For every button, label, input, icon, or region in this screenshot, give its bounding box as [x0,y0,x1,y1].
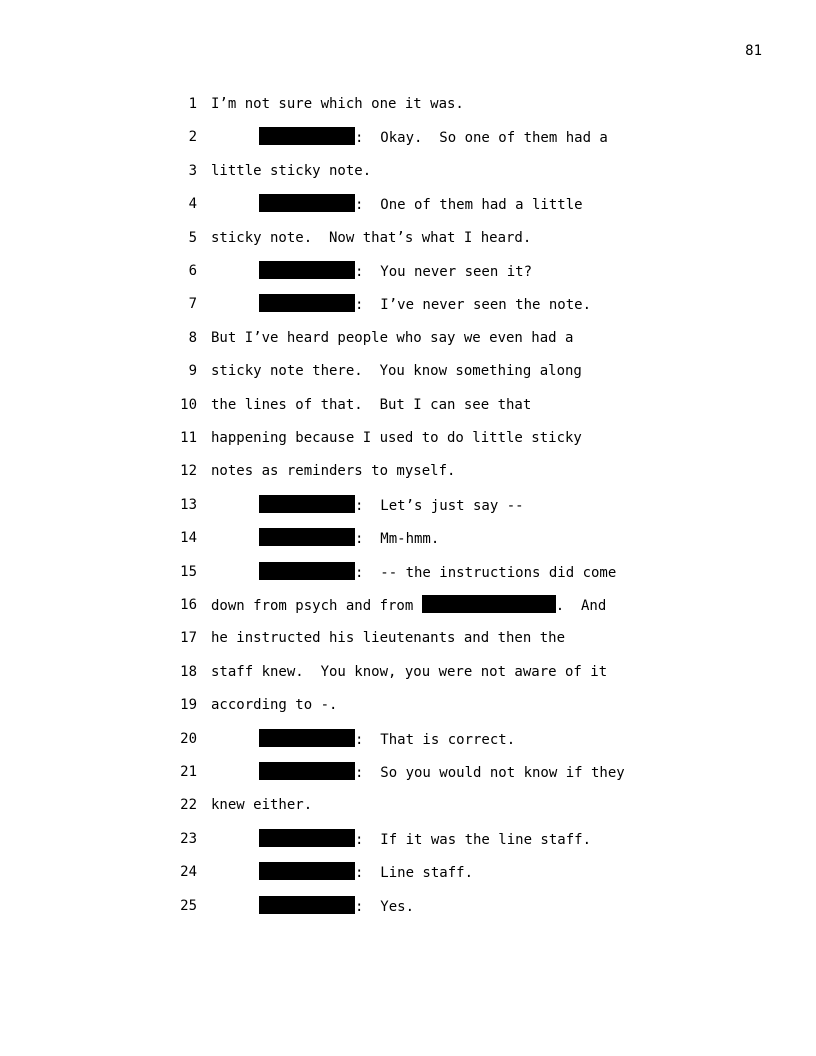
line-number: 11 [180,430,197,446]
line-text-block [211,395,531,415]
speaker-line [259,294,591,315]
line-text: : Let’s just say -- [355,497,524,514]
line-text-block [211,595,606,616]
redacted-speaker-name [259,127,355,145]
speaker-line [259,862,473,883]
redacted-speaker-name [259,896,355,914]
line-text: happening because I used to do little sticky [211,430,582,446]
speaker-line [259,495,524,516]
line-number: 24 [180,864,197,881]
line-text: I’m not sure which one it was. [211,96,464,112]
line-text-block [211,361,582,381]
redacted-speaker-name [259,261,355,279]
line-number: 23 [180,830,197,847]
line-number: 3 [188,162,197,179]
speaker-line [259,127,608,148]
line-text: : So you would not know if they [355,765,625,781]
line-text: sticky note there. You know something along [211,363,582,380]
line-number: 2 [188,129,197,146]
line-text-block [211,328,573,348]
line-text-block [211,161,371,181]
line-text: little sticky note. [211,162,372,179]
line-number: 5 [188,229,197,246]
line-text: : Okay. So one of them had a [355,130,608,147]
line-text: he instructed his lieutenants and then the [211,630,566,647]
speaker-line [259,896,414,917]
speaker-line [259,762,625,783]
line-number: 21 [180,764,197,780]
line-number: 13 [180,496,197,513]
redacted-speaker-name [259,762,355,780]
speaker-line [259,528,439,549]
page-number: 81 [745,43,762,59]
line-text: notes as reminders to myself. [211,463,456,480]
line-number: 25 [180,897,197,914]
speaker-line [259,261,532,282]
redacted-speaker-name [259,528,355,546]
line-text: sticky note. Now that’s what I heard. [211,229,532,246]
line-number: 14 [180,530,197,547]
line-number: 15 [180,563,197,580]
line-number: 18 [180,663,197,680]
line-text: : You never seen it? [355,264,533,280]
line-text: But I’ve heard people who say we even had a [211,329,574,346]
line-text: : One of them had a little [355,197,583,214]
line-number: 22 [180,797,197,814]
line-text: : -- the instructions did come [355,564,617,581]
line-text-after-redaction: . And [555,598,607,614]
line-text-block [211,795,312,815]
line-number: 20 [180,730,197,747]
line-number: 19 [180,697,197,714]
speaker-line [259,194,583,215]
speaker-line [259,562,616,583]
redacted-speaker-name [259,862,355,880]
line-text-block [211,695,337,715]
line-text: : Line staff. [355,865,474,882]
line-number: 9 [188,363,197,380]
line-text-block [211,228,531,248]
line-number: 12 [180,463,197,480]
line-text: down from psych and from [211,598,422,614]
speaker-line [259,729,515,750]
speaker-line [259,829,591,850]
line-number: 16 [180,597,197,613]
line-text: the lines of that. But I can see that [211,396,532,413]
line-number: 10 [180,396,197,413]
line-text: : If it was the line staff. [355,831,592,848]
line-text: : Mm-hmm. [355,531,440,548]
redacted-speaker-name [259,729,355,747]
redacted-speaker-name [259,194,355,212]
line-number: 7 [188,296,197,313]
line-text-block [211,461,455,481]
line-text: according to -. [211,697,338,714]
line-number: 1 [188,96,197,112]
line-number: 4 [188,196,197,213]
redacted-name [422,595,556,613]
line-text: knew either. [211,797,313,814]
redacted-speaker-name [259,294,355,312]
line-text-block [211,428,582,448]
redacted-speaker-name [259,829,355,847]
line-number: 6 [188,263,197,279]
redacted-speaker-name [259,495,355,513]
line-number: 8 [188,329,197,346]
line-text: staff knew. You know, you were not aware of it [211,663,608,680]
line-number: 17 [180,630,197,647]
redacted-speaker-name [259,562,355,580]
line-text-block [211,662,607,682]
line-text-block [211,94,464,114]
line-text: : Yes. [355,898,415,915]
line-text: : That is correct. [355,731,516,748]
line-text-block [211,628,565,648]
line-text: : I’ve never seen the note. [355,297,592,314]
